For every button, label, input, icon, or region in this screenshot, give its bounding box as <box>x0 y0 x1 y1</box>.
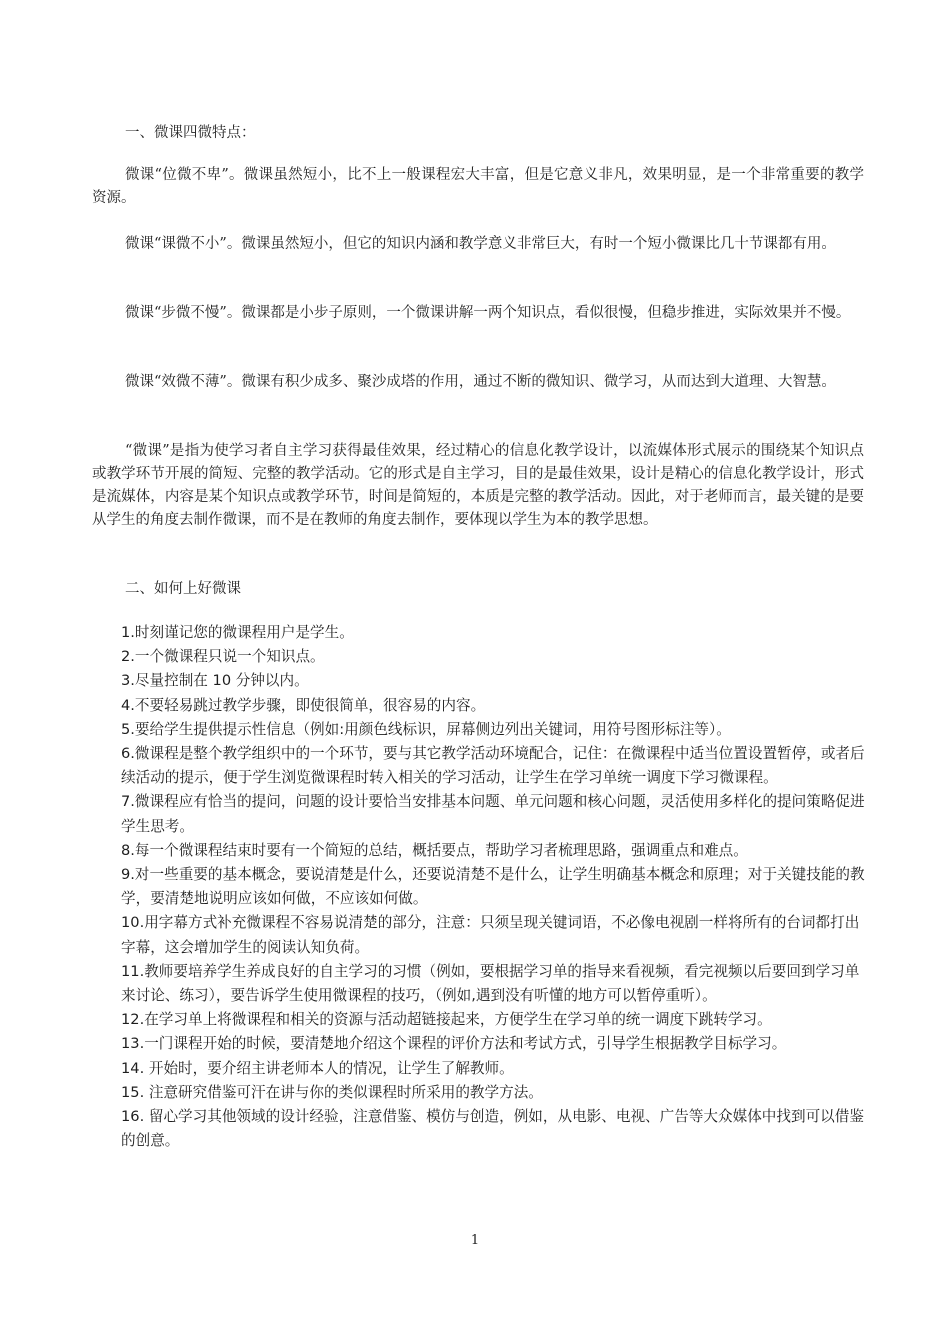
paragraph-text: 微课“课微不小”。微课虽然短小，但它的知识内涵和教学意义非常巨大，有时一个短小微课比几十节课都有用。 <box>125 236 836 252</box>
list-item: 11.教师要培养学生养成良好的自主学习的习惯（例如，要根据学习单的指导来看视频，看完视频以后要回到学习单来讨论、练习），要告诉学生使用微课程的技巧，（例如,遇到没有听懂的地方可以暂停重听）。 <box>121 962 860 1005</box>
list-item: 10.用字幕方式补充微课程不容易说清楚的部分，注意：只须呈现关键词语，不必像电视剧一样将所有的台词都打出字幕，这会增加学生的阅读认知负荷。 <box>121 914 860 956</box>
list-item: 16. 留心学习其他领域的设计经验，注意借鉴、模仿与创造，例如，从电影、电视、广告等大众媒体中找到可以借鉴的创意。 <box>121 1108 864 1150</box>
paragraph-bu-wei-bu-man <box>92 302 864 325</box>
list-item: 4.不要轻易跳过教学步骤，即使很简单，很容易的内容。 <box>121 696 486 714</box>
list-item: 2.一个微课程只说一个知识点。 <box>121 648 325 666</box>
paragraph-text: 微课“效微不薄”。微课有积少成多、聚沙成塔的作用，通过不断的微知识、微学习，从而达到大道理、大智慧。 <box>125 374 836 390</box>
list-item: 12.在学习单上将微课程和相关的资源与活动超链接起来，方便学生在学习单的统一调度下跳转学习。 <box>121 1011 772 1029</box>
list-item: 15. 注意研究借鉴可汗在讲与你的类似课程时所采用的教学方法。 <box>121 1083 543 1101</box>
section-1-heading-text: 一、微课四微特点： <box>125 125 256 141</box>
paragraph-text: 微课“位微不卑”。微课虽然短小，比不上一般课程宏大丰富，但是它意义非凡，效果明显，是一个非常重要的教学资源。 <box>92 167 864 206</box>
list-item: 3.尽量控制在 10 分钟以内。 <box>121 672 309 690</box>
paragraph-text: “微课”是指为使学习者自主学习获得最佳效果，经过精心的信息化教学设计，以流媒体形式展示的围绕某个知识点或教学环节开展的简短、完整的教学活动。它的形式是自主学习，目的是最佳效果，设计是精心的信息化教学设计，形式是流媒体，内容是某个知识点或教学环节，时间是简短的，本质是完整的教学活动。因此，对于老师而言，最关键的是要从学生的角度去制作微课，而不是在教师的角度去制作，要体现以学生为本的教学思想。 <box>92 443 864 528</box>
list-item: 6.微课程是整个教学组织中的一个环节，要与其它教学活动环境配合，记住：在微课程中适当位置设置暂停，或者后续活动的提示，便于学生浏览微课程时转入相关的学习活动，让学生在学习单统一调度下学习微课程。 <box>121 745 865 787</box>
section-2-heading-text: 二、如何上好微课 <box>125 581 241 597</box>
paragraph-xiao-wei-bu-bao <box>92 371 864 394</box>
list-item: 9.对一些重要的基本概念，要说清楚是什么，还要说清楚不是什么，让学生明确基本概念和原理；对于关键技能的教学，要清楚地说明应该如何做，不应该如何做。 <box>121 866 865 908</box>
list-item: 5.要给学生提供提示性信息（例如:用颜色线标识，屏幕侧边列出关键词，用符号图形标注等）。 <box>121 720 731 738</box>
list-item: 13.一门课程开始的时候，要清楚地介绍这个课程的评价方法和考试方式，引导学生根据教学目标学习。 <box>121 1035 787 1053</box>
page-number: 1 <box>470 1233 480 1248</box>
paragraph-wei-bu-bei <box>92 164 864 210</box>
paragraph-ke-wei-bu-xiao <box>92 233 864 256</box>
list-item: 14. 开始时，要介绍主讲老师本人的情况，让学生了解教师。 <box>121 1059 514 1077</box>
section-2-heading <box>92 578 864 601</box>
tips-list <box>121 621 873 1153</box>
paragraph-weike-definition <box>92 440 864 532</box>
paragraph-text: 微课“步微不慢”。微课都是小步子原则，一个微课讲解一两个知识点，看似很慢，但稳步推进，实际效果并不慢。 <box>125 305 851 321</box>
section-1-heading <box>92 122 864 145</box>
list-item: 7.微课程应有恰当的提问，问题的设计要恰当安排基本问题、单元问题和核心问题，灵活使用多样化的提问策略促进学生思考。 <box>121 793 865 835</box>
list-item: 8.每一个微课程结束时要有一个简短的总结，概括要点，帮助学习者梳理思路，强调重点和难点。 <box>121 841 748 859</box>
list-item: 1.时刻谨记您的微课程用户是学生。 <box>121 624 354 641</box>
